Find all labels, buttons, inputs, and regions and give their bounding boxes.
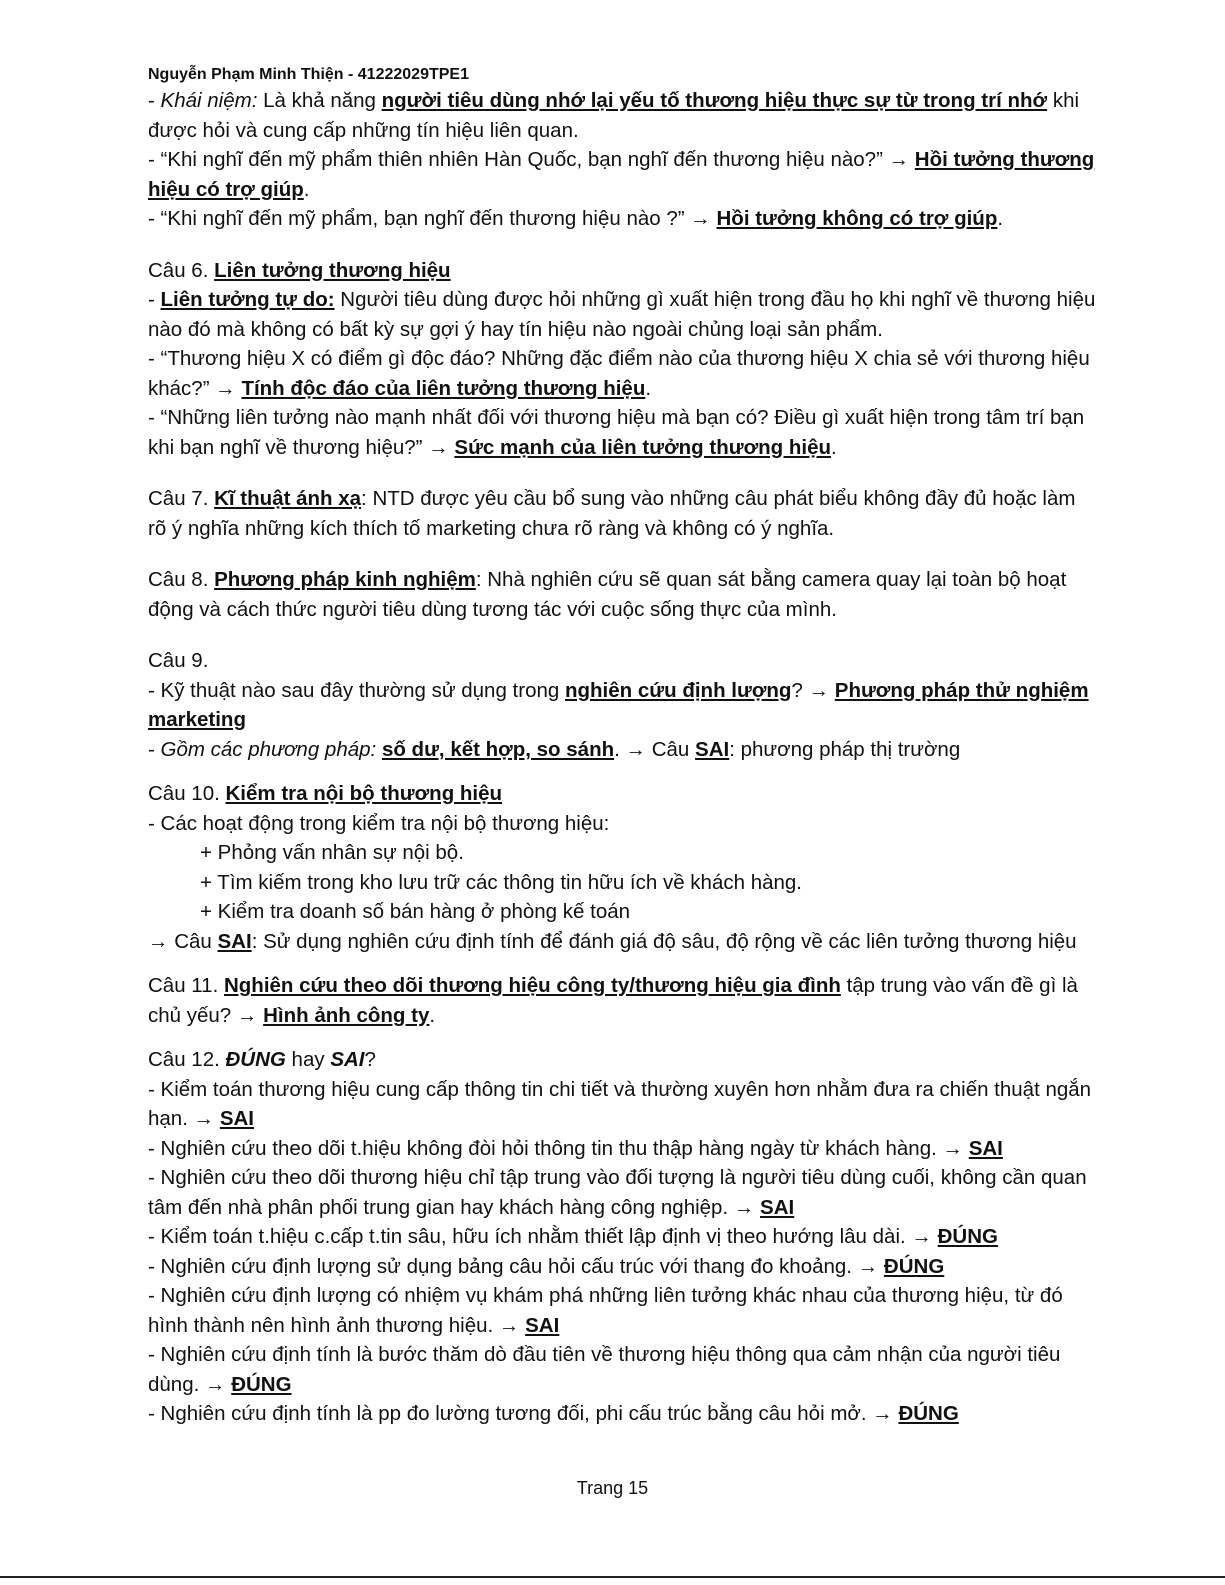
- text: .: [429, 1003, 436, 1027]
- text: + Tìm kiếm trong kho lưu trữ các thông tin hữu ích về khách hàng.: [200, 870, 802, 894]
- text: Câu: [646, 737, 696, 761]
- arrow-icon: →: [808, 678, 830, 702]
- statement-item: [148, 1281, 1098, 1340]
- text: - Các hoạt động trong kiểm tra nội bộ thương hiệu:: [148, 811, 610, 835]
- paragraph-aided-recall: [148, 145, 1098, 204]
- text: - Nghiên cứu định tính là pp đo lường tương đối, phi cấu trúc bằng câu hỏi mở.: [148, 1402, 873, 1425]
- arrow-icon: →: [857, 1254, 879, 1278]
- text: Câu 8.: [148, 568, 215, 591]
- list-item: [148, 897, 1098, 927]
- text: : Sử dụng nghiên cứu định tính để đánh giá độ sâu, độ rộng về các liên tưởng thương hiệu: [251, 929, 1077, 953]
- text: khi được hỏi và cung cấp những tín hiệu liên quan.: [148, 89, 1080, 142]
- arrow-icon: →: [428, 435, 449, 459]
- text-bold-underline: người tiêu dùng nhớ lại yếu tố thương hiệu thực sự từ trong trí nhớ: [381, 89, 1048, 112]
- text: .: [645, 376, 652, 400]
- statement-item: [148, 1252, 1098, 1282]
- arrow-icon: →: [205, 1372, 226, 1396]
- text: + Phỏng vấn nhân sự nội bộ.: [200, 841, 464, 864]
- text-bold-underline: Phương pháp thử nghiệm marketing: [148, 678, 1089, 731]
- text: -: [148, 288, 161, 311]
- text: - Nghiên cứu theo dõi t.hiệu không đòi hỏi thông tin thu thập hàng ngày từ khách hàng.: [148, 1136, 943, 1160]
- answer-label: ĐÚNG: [898, 1402, 959, 1425]
- arrow-icon: →: [942, 1136, 963, 1160]
- text: - “Thương hiệu X có điểm gì độc đáo? Những đặc điểm nào của thương hiệu X chia sẻ với thương hiệu khác?”: [148, 347, 1090, 400]
- text-bold-underline: Tính độc đáo của liên tưởng thương hiệu: [241, 376, 646, 400]
- text: - Kiểm toán thương hiệu cung cấp thông tin chi tiết và thường xuyên hơn nhằm đưa ra chiến thuật ngắn hạn.: [148, 1077, 1092, 1130]
- text: Câu 7.: [148, 487, 215, 510]
- question-6-heading: [148, 256, 1098, 286]
- text: hay: [285, 1048, 331, 1071]
- arrow-icon: →: [625, 737, 647, 761]
- question-8: [148, 565, 1098, 624]
- text: : NTD được yêu cầu bổ sung vào những câu phát biểu không đầy đủ hoặc làm rõ ý nghĩa những kích thích tố marketing chưa rõ ràng và không có ý nghĩa.: [148, 487, 1076, 540]
- text-bold-underline: nghiên cứu định lượng: [564, 678, 792, 702]
- paragraph-recall-definition: [148, 86, 1098, 145]
- text: - Kỹ thuật nào sau đây thường sử dụng trong: [148, 678, 565, 702]
- question-12-heading: [148, 1045, 1098, 1075]
- text: .: [831, 435, 837, 459]
- paragraph-free-association: [148, 285, 1098, 344]
- text: Câu: [168, 929, 218, 953]
- paragraph-internal-activities: [148, 809, 1098, 839]
- arrow-icon: →: [733, 1195, 755, 1219]
- text: - Kiểm toán t.hiệu c.cấp t.tin sâu, hữu ích nhằm thiết lập định vị theo hướng lâu dài.: [148, 1225, 912, 1248]
- answer-label: SAI: [760, 1195, 795, 1219]
- statement-item: [148, 1399, 1098, 1429]
- arrow-icon: →: [888, 148, 910, 171]
- answer-label: ĐÚNG: [883, 1254, 945, 1278]
- text: : phương pháp thị trường: [729, 737, 961, 761]
- arrow-icon: →: [236, 1003, 258, 1027]
- question-7: [148, 484, 1098, 543]
- paragraph-uniqueness: [148, 344, 1098, 403]
- arrow-icon: →: [498, 1313, 520, 1337]
- text: ?: [364, 1048, 376, 1071]
- paragraph-strength: [148, 403, 1098, 462]
- text: Câu 12.: [148, 1048, 226, 1071]
- statement-item: [148, 1340, 1098, 1399]
- text-bold-underline: Kiểm tra nội bộ thương hiệu: [225, 782, 503, 805]
- page-content: [148, 86, 1098, 1429]
- text: - “Khi nghĩ đến mỹ phẩm, bạn nghĩ đến thương hiệu nào ?”: [148, 207, 691, 230]
- text: Câu 9.: [148, 649, 209, 672]
- text-bold-underline: Hình ảnh công ty: [263, 1003, 430, 1027]
- arrow-icon: →: [690, 207, 711, 230]
- answer-label: SAI: [219, 1107, 254, 1130]
- paragraph-answer-10: [148, 927, 1098, 957]
- answer-label: SAI: [968, 1136, 1003, 1160]
- text-bold-italic: SAI: [330, 1048, 365, 1071]
- text: ?: [791, 678, 809, 702]
- question-10-heading: [148, 779, 1098, 809]
- text-italic: Gồm các phương pháp:: [160, 737, 377, 761]
- text-bold-underline: Sức mạnh của liên tưởng thương hiệu: [454, 435, 832, 459]
- paragraph-methods: [148, 735, 1098, 765]
- text-bold-underline: số dư, kết hợp, so sánh: [381, 737, 615, 761]
- text-bold-underline: Hồi tưởng thương hiệu có trợ giúp: [148, 148, 1095, 201]
- text: .: [303, 177, 310, 201]
- text: - Nghiên cứu định tính là bước thăm dò đầu tiên về thương hiệu thông qua cảm nhận của người tiêu dùng.: [148, 1343, 1061, 1396]
- statement-item: [148, 1075, 1098, 1134]
- text: Là khả năng: [257, 89, 382, 112]
- paragraph-unaided-recall: [148, 204, 1098, 234]
- arrow-icon: →: [193, 1107, 215, 1130]
- text: - Nghiên cứu theo dõi thương hiệu chỉ tập trung vào đối tượng là người tiêu dùng cuối, không cần quan tâm đến nhà phân phối trung gian hay khách hàng công nghiệp.: [148, 1166, 1087, 1219]
- text-bold-underline: SAI: [217, 929, 252, 953]
- statement-item: [148, 1134, 1098, 1164]
- text-bold-underline: Phương pháp kinh nghiệm: [214, 568, 476, 591]
- text-bold-underline: SAI: [695, 737, 730, 761]
- text: - “Những liên tưởng nào mạnh nhất đối với thương hiệu mà bạn có? Điều gì xuất hiện trong tâm trí bạn khi bạn nghĩ về thương hiệu?”: [148, 406, 1085, 459]
- text: tập trung vào vấn đề gì là chủ yếu?: [148, 974, 1078, 1027]
- page-number: Trang 15: [576, 1478, 649, 1498]
- answer-label: SAI: [525, 1313, 560, 1337]
- text: .: [614, 737, 626, 761]
- statement-item: [148, 1163, 1098, 1222]
- text: .: [997, 207, 1004, 230]
- answer-label: ĐÚNG: [231, 1372, 292, 1396]
- text: Người tiêu dùng được hỏi những gì xuất hiện trong đầu họ khi nghĩ về thương hiệu nào đó mà không có bất kỳ sự gợi ý hay tín hiệu nào ngoài chủng loại sản phẩm.: [148, 288, 1096, 341]
- text-italic: Khái niệm:: [160, 89, 258, 112]
- answer-label: ĐÚNG: [937, 1225, 998, 1248]
- text: Câu 6.: [148, 258, 215, 282]
- question-11: [148, 971, 1098, 1030]
- text-bold-underline: Kĩ thuật ánh xạ: [214, 487, 362, 510]
- text-bold-underline: Liên tưởng thương hiệu: [214, 258, 451, 282]
- statement-item: [148, 1222, 1098, 1252]
- text-bold-underline: Nghiên cứu theo dõi thương hiệu công ty/thương hiệu gia đình: [223, 974, 841, 997]
- text: - Nghiên cứu định lượng có nhiệm vụ khám phá những liên tưởng khác nhau của thương hiệu, từ đó hình thành nên hình ảnh thương hiệu.: [148, 1284, 1063, 1337]
- list-item: [148, 838, 1098, 868]
- page-bottom-divider: [0, 1576, 1225, 1578]
- question-9-heading: [148, 646, 1098, 676]
- text: - Nghiên cứu định lượng sử dụng bảng câu hỏi cấu trúc với thang đo khoảng.: [148, 1254, 858, 1278]
- paragraph-quant-technique: [148, 676, 1098, 735]
- text: -: [148, 737, 161, 761]
- text-bold-underline: Hồi tưởng không có trợ giúp: [716, 207, 998, 230]
- arrow-icon: →: [148, 929, 169, 953]
- text: -: [148, 89, 161, 112]
- arrow-icon: →: [872, 1402, 893, 1425]
- arrow-icon: →: [911, 1225, 932, 1248]
- text: : Nhà nghiên cứu sẽ quan sát bằng camera quay lại toàn bộ hoạt động và cách thức người tiêu dùng tương tác với cuộc sống thực của mình.: [148, 568, 1067, 621]
- author-header: Nguyễn Phạm Minh Thiện - 41222029TPE1: [148, 66, 469, 83]
- text-bold-underline: Liên tưởng tự do:: [160, 288, 335, 311]
- arrow-icon: →: [215, 376, 236, 400]
- text: + Kiểm tra doanh số bán hàng ở phòng kế toán: [200, 900, 631, 923]
- text: Câu 10.: [148, 782, 226, 805]
- text: - “Khi nghĩ đến mỹ phẩm thiên nhiên Hàn Quốc, bạn nghĩ đến thương hiệu nào?”: [148, 148, 889, 171]
- text: Câu 11.: [148, 974, 224, 997]
- text-bold-italic: ĐÚNG: [225, 1048, 286, 1071]
- list-item: [148, 868, 1098, 898]
